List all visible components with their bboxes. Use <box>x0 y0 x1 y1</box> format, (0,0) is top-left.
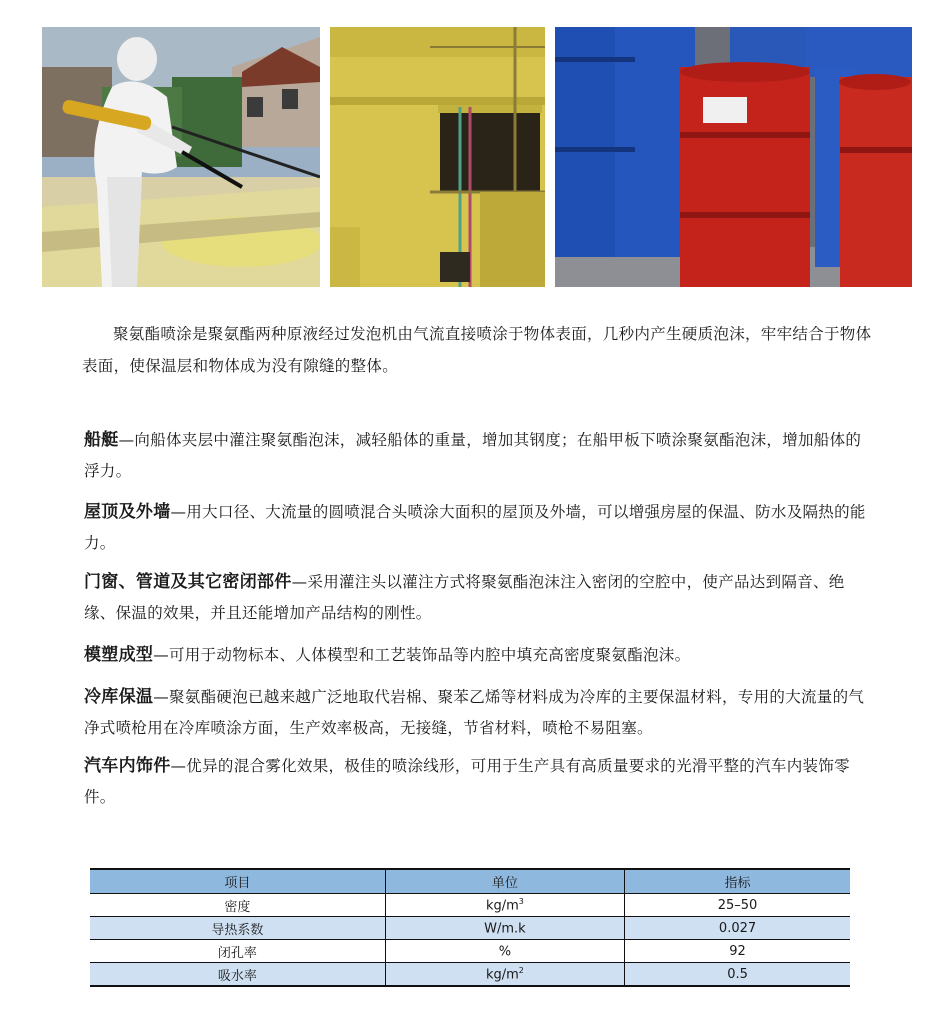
application-term: 冷库保温 <box>84 687 154 707</box>
sprayed-building-wall-photo <box>330 27 545 287</box>
application-desc: —优异的混合雾化效果，极佳的喷涂线形，可用于生产具有高质量要求的光滑平整的汽车内装饰零件。 <box>84 757 850 806</box>
application-sealed-parts <box>84 567 874 629</box>
application-roof-walls <box>84 497 874 559</box>
cell-value: 92 <box>625 940 850 963</box>
application-term: 模塑成型 <box>84 645 154 665</box>
unit-base: % <box>498 944 512 960</box>
cell-item: 导热系数 <box>90 917 385 940</box>
spec-table <box>90 868 850 987</box>
application-car-interior <box>84 751 874 813</box>
table-header-row <box>90 869 850 894</box>
cell-item: 密度 <box>90 894 385 917</box>
application-boats <box>84 425 874 487</box>
table-row <box>90 917 850 940</box>
column-header-value: 指标 <box>625 869 850 894</box>
cell-unit <box>385 940 624 963</box>
application-term: 屋顶及外墙 <box>84 502 171 522</box>
cell-value: 0.5 <box>625 963 850 987</box>
application-term: 船艇 <box>84 430 119 450</box>
table-row <box>90 940 850 963</box>
unit-base: kg/m <box>485 898 519 914</box>
cell-item: 闭孔率 <box>90 940 385 963</box>
table-row <box>90 894 850 917</box>
cell-unit <box>385 963 624 987</box>
cell-item: 吸水率 <box>90 963 385 987</box>
column-header-item: 项目 <box>90 869 385 894</box>
cell-unit <box>385 917 624 940</box>
intro-paragraph: 聚氨酯喷涂是聚氨酯两种原液经过发泡机由气流直接喷涂于物体表面，几秒内产生硬质泡沫，牢牢结合于物体表面，使保温层和物体成为没有隙缝的整体。 <box>82 325 872 375</box>
unit-sup: 3 <box>518 896 524 906</box>
cell-value: 0.027 <box>625 917 850 940</box>
spraying-worker-photo <box>42 27 320 287</box>
application-molding <box>84 640 874 671</box>
application-desc: —向船体夹层中灌注聚氨酯泡沫，减轻船体的重量，增加其钢度；在船甲板下喷涂聚氨酯泡沫，增加船体的浮力。 <box>84 431 862 480</box>
cell-unit <box>385 894 624 917</box>
application-desc: —可用于动物标本、人体模型和工艺装饰品等内腔中填充高密度聚氨酯泡沫。 <box>153 646 691 664</box>
cell-value: 25–50 <box>625 894 850 917</box>
application-desc: —聚氨酯硬泡已越来越广泛地取代岩棉、聚苯乙烯等材料成为冷库的主要保温材料，专用的大流量的气净式喷枪用在冷库喷涂方面，生产效率极高，无接缝，节省材料，喷枪不易阻塞。 <box>84 688 865 737</box>
unit-base: W/m.k <box>484 921 526 937</box>
chemical-drums-photo <box>555 27 912 287</box>
column-header-unit: 单位 <box>385 869 624 894</box>
application-desc: —用大口径、大流量的圆喷混合头喷涂大面积的屋顶及外墙，可以增强房屋的保温、防水及隔热的能力。 <box>84 503 866 552</box>
unit-sup: 2 <box>518 965 524 975</box>
application-desc: —采用灌注头以灌注方式将聚氨酯泡沫注入密闭的空腔中，使产品达到隔音、绝缘、保温的效果，并且还能增加产品结构的刚性。 <box>84 573 845 622</box>
table-row <box>90 963 850 987</box>
application-cold-storage <box>84 682 874 744</box>
unit-base: kg/m <box>485 967 519 983</box>
application-term: 门窗、管道及其它密闭部件 <box>84 572 292 592</box>
application-term: 汽车内饰件 <box>84 756 171 776</box>
